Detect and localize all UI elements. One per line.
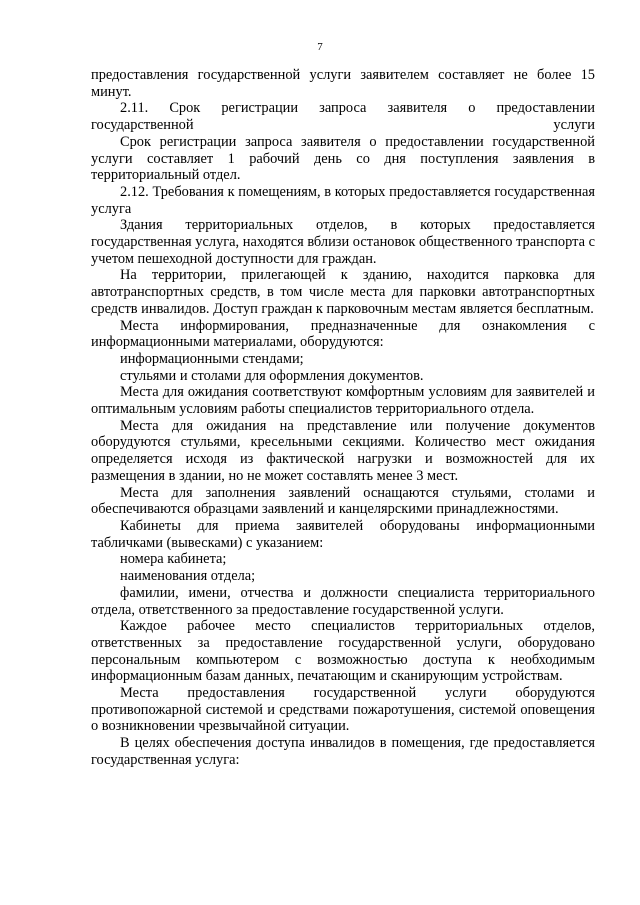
section-heading-2-11: 2.11. Срок регистрации запроса заявителя о предоставлении государственной услуги (91, 100, 595, 134)
paragraph-waiting-documents: Места для ожидания на представление или получение документов оборудуются стульями, кресельными секциями. Количество мест ожидания определяется исходя из фактической нагрузки и возможностей для их размещения в здании, но не может составлять менее 3 мест. (91, 417, 595, 484)
paragraph-reception-rooms: Кабинеты для приема заявителей оборудованы информационными табличками (вывесками) с указанием: (91, 517, 595, 551)
paragraph-buildings: Здания территориальных отделов, в которых предоставляется государственная услуга, находятся вблизи остановок общественного транспорта с учетом пешеходной доступности для граждан. (91, 217, 595, 267)
paragraph-accessibility: В целях обеспечения доступа инвалидов в помещения, где предоставляется государственная услуга: (91, 735, 595, 768)
list-item-specialist-name: фамилии, имени, отчества и должности специалиста территориального отдела, ответственного за предоставление государственной услуги. (91, 584, 595, 618)
paragraph-workplace: Каждое рабочее место специалистов территориальных отделов, ответственных за предоставление государственной услуги, оборудовано персональным компьютером с возможностью доступа к необходимым информационным базам данных, печатающим и сканирующим устройствам. (91, 618, 595, 685)
section-heading-2-12: 2.12. Требования к помещениям, в которых предоставляется государственная услуга (91, 183, 595, 217)
paragraph-parking: На территории, прилегающей к зданию, находится парковка для автотранспортных средств, в том числе места для парковки автотранспортных средств инвалидов. Доступ граждан к парковочным местам является бесплатным. (91, 267, 595, 317)
document-body (91, 67, 595, 769)
list-item-stands: информационными стендами; (120, 350, 304, 367)
paragraph-filling-places: Места для заполнения заявлений оснащаются стульями, столами и обеспечиваются образцами заявлений и канцелярскими принадлежностями. (91, 484, 595, 518)
paragraph-registration-term: Срок регистрации запроса заявителя о предоставлении государственной услуги составляет 1 рабочий день со дня поступления заявления в территориальный отдел. (91, 133, 595, 184)
paragraph-fire-safety: Места предоставления государственной услуги оборудуются противопожарной системой и средствами пожаротушения, системой оповещения о возникновении чрезвычайной ситуации. (91, 685, 595, 735)
list-item-department-name: наименования отдела; (120, 568, 256, 585)
paragraph-waiting-places: Места для ожидания соответствуют комфортным условиям для заявителей и оптимальным условиям работы специалистов территориального отдела. (91, 384, 595, 418)
list-item-room-number: номера кабинета; (120, 551, 227, 568)
page-number: 7 (317, 41, 323, 53)
paragraph-continuation: предоставления государственной услуги заявителем составляет не более 15 минут. (91, 67, 595, 100)
paragraph-info-places: Места информирования, предназначенные для ознакомления с информационными материалами, оборудуются: (91, 317, 595, 351)
list-item-chairs-tables: стульями и столами для оформления документов. (120, 367, 424, 384)
